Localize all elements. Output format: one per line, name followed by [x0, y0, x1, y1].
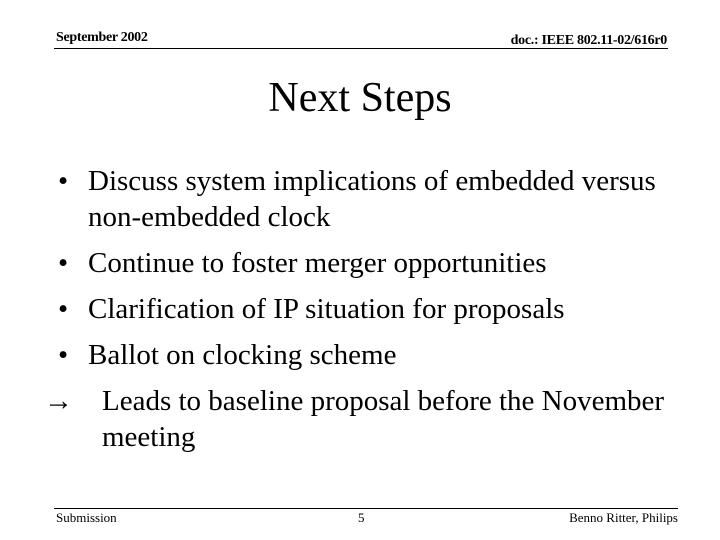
bullet-item [56, 291, 676, 327]
bullet-list [44, 163, 676, 465]
footer-submission: Submission [56, 510, 117, 525]
bullet-item-arrow [44, 383, 676, 455]
bullet-text: Leads to baseline proposal before the November meeting [102, 385, 665, 453]
bullet-marker: • [58, 293, 69, 325]
footer-divider [54, 508, 678, 509]
bullet-marker: • [58, 165, 69, 197]
bullet-text: Clarification of IP situation for proposals [88, 293, 565, 325]
bullet-item [56, 337, 676, 373]
bullet-marker: • [58, 339, 69, 371]
header-date: September 2002 [56, 30, 148, 45]
bullet-item [56, 163, 676, 235]
bullet-marker: • [58, 247, 69, 279]
bullet-text: Discuss system implications of embedded versus non-embedded clock [88, 165, 656, 233]
bullet-item [56, 245, 676, 281]
slide-title: Next Steps [268, 75, 452, 121]
bullet-text: Continue to foster merger opportunities [88, 247, 547, 279]
page-number: 5 [358, 510, 365, 525]
footer-author: Benno Ritter, Philips [569, 510, 678, 525]
header-divider [54, 48, 668, 49]
bullet-text: Ballot on clocking scheme [88, 339, 397, 371]
arrow-right-icon: → [44, 385, 73, 417]
header-doc-id: doc.: IEEE 802.11-02/616r0 [510, 33, 667, 48]
